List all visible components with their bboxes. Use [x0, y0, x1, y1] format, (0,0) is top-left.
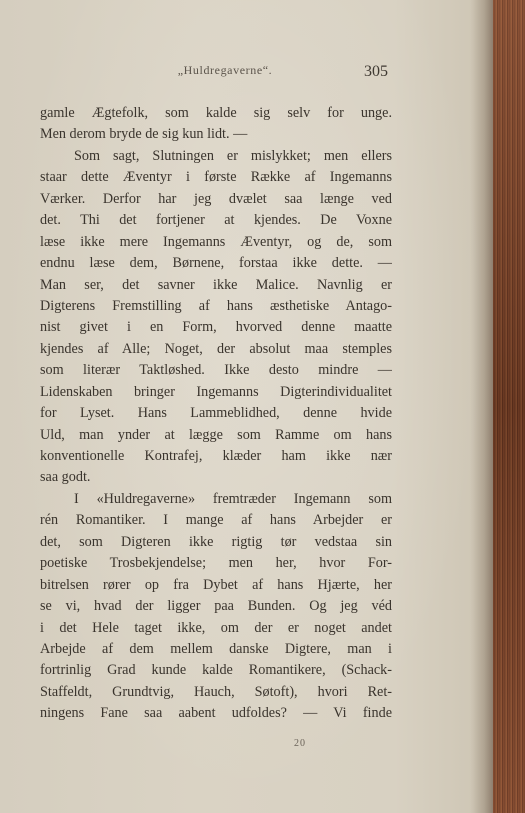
body-text [40, 103, 392, 725]
text-line: staar dette Æventyr i første Række af Ingemanns [40, 169, 392, 186]
text-line: Arbejde af dem mellem danske Digtere, man i [40, 640, 392, 657]
page-number: 305 [364, 63, 388, 80]
text-line: ningens Fane saa aabent udfoldes? — Vi finde [40, 705, 392, 722]
text-line: nist givet i en Form, hvorved denne maatte [40, 319, 392, 336]
text-line: gamle Ægtefolk, som kalde sig selv for unge. [40, 105, 392, 121]
signature-mark: 20 [294, 738, 306, 749]
text-line: det, som Digteren ikke rigtig tør vedstaa sin [40, 533, 392, 550]
text-line: rén Romantiker. I mange af hans Arbejder er [40, 512, 392, 529]
text-line: Lidenskaben bringer Ingemanns Digterindividualitet [40, 383, 392, 400]
text-line: fortrinlig Grad kunde kalde Romantikere, (Schack- [40, 662, 392, 679]
text-line: læse ikke mere Ingemanns Æventyr, og de, som [40, 233, 392, 250]
page-edges [493, 0, 525, 813]
text-line: det. Thi det fortjener at kjendes. De Voxne [40, 212, 392, 229]
text-line: se vi, hvad der ligger paa Bunden. Og jeg véd [40, 598, 392, 615]
text-line: Man ser, det savner ikke Malice. Navnlig er [40, 276, 392, 293]
text-line: i det Hele taget ikke, om der er noget andet [40, 619, 392, 636]
text-line: Som sagt, Slutningen er mislykket; men ellers [74, 147, 392, 164]
text-line: poetiske Trosbekjendelse; men her, hvor For- [40, 555, 392, 572]
text-line: Staffeldt, Grundtvig, Hauch, Søtoft), hvori Ret- [40, 683, 392, 700]
text-line: som literær Taktløshed. Ikke desto mindre — [40, 362, 392, 379]
text-line: endnu læse dem, Børnene, forstaa ikke dette. — [40, 255, 392, 272]
text-line: for Lyset. Hans Lammeblidhed, denne hvide [40, 405, 392, 422]
text-line: Digterens Fremstilling af hans æsthetiske Antago- [40, 297, 392, 314]
running-header: „Huldregaverne“. [177, 63, 273, 77]
text-line: I «Huldregaverne» fremtræder Ingemann som [74, 490, 392, 507]
text-line: Værker. Derfor har jeg dvælet saa længe ved [40, 190, 392, 207]
text-line: Men derom bryde de sig kun lidt. — [40, 126, 248, 143]
text-line: bitrelsen rører op fra Dybet af hans Hjærte, her [40, 576, 392, 593]
text-line: kjendes af Alle; Noget, der absolut maa stemples [40, 340, 392, 357]
text-line: Uld, man ynder at lægge som Ramme om hans [40, 426, 392, 443]
gutter-shadow [470, 0, 494, 813]
text-line: konventionelle Kontrafej, klæder ham ikke nær [40, 448, 392, 464]
text-line: saa godt. [40, 469, 91, 486]
